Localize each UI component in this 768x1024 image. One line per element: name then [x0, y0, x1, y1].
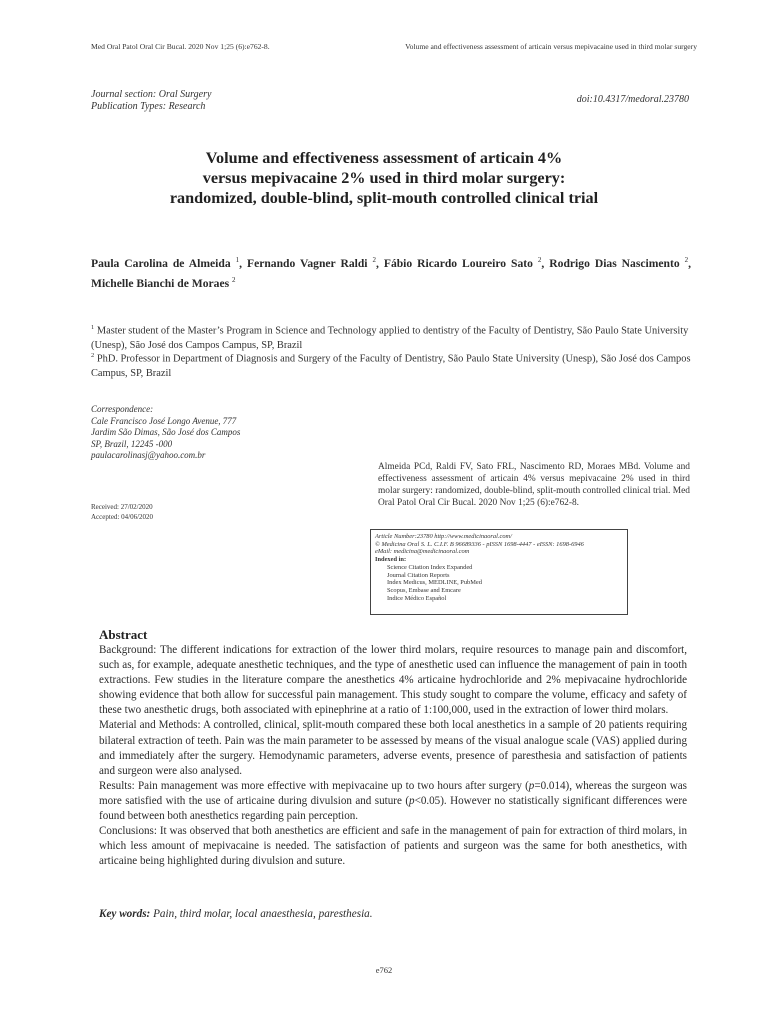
article-title — [60, 148, 708, 208]
correspondence-line: Cale Francisco José Longo Avenue, 777 — [91, 415, 237, 426]
author-name: Fábio Ricardo Loureiro Sato — [383, 256, 533, 270]
p-value-symbol: p — [409, 794, 415, 807]
affiliation-text: PhD. Professor in Department of Diagnosis and Surgery of the Faculty of Dentistry, São Paulo State University (Unesp), São José dos Campos Campus, SP, Brazil — [91, 353, 691, 380]
abstract-results — [99, 779, 687, 824]
title-line-3: randomized, double-blind, split-mouth controlled clinical trial — [169, 189, 599, 207]
author-affiliation-mark: 2 — [372, 256, 376, 264]
results-text: Results: Pain management was more effective with mepivacaine up to two hours after surgery ( — [99, 779, 529, 792]
affiliation-2 — [91, 348, 691, 381]
author-list — [91, 252, 691, 292]
indexed-label: Indexed in: — [375, 556, 407, 564]
abstract-methods: Material and Methods: A controlled, clinical, split-mouth compared these both local anesthetics in a sample of 20 patients requiring bilateral extraction of teeth. Pain was the main parameter to be assessed by means of the visual analogue scale (VAS) applied during and immediately after the surgery. Hemodynamic parameters, adverse events, presence of paresthesia and satisfaction of patients and surgeon were also analysed. — [99, 719, 687, 777]
correspondence-email[interactable]: paulacarolinasj@yahoo.com.br — [91, 450, 206, 461]
author-name: Rodrigo Dias Nascimento — [549, 256, 680, 270]
index-item: Scopus, Embase and Emcare — [387, 586, 461, 594]
email-line: eMail: medicina@medicinaoral.com — [375, 548, 470, 556]
publication-type: Publication Types: Research — [91, 101, 206, 112]
author-separator: , — [541, 256, 550, 270]
author-affiliation-mark: 2 — [537, 256, 542, 264]
results-text: =0.014), whereas the surgeon was more satisfied with the use of articaine during divulsion and suture ( — [99, 779, 687, 807]
author-affiliation-mark: 2 — [232, 275, 236, 284]
journal-section: Journal section: Oral Surgery — [91, 89, 212, 100]
index-item: Science Citation Index Expanded — [387, 563, 473, 571]
p-value-symbol: p — [528, 779, 535, 792]
article-dates — [91, 503, 153, 522]
author-separator: , — [375, 256, 384, 270]
keywords — [99, 908, 373, 920]
author-name: Michelle Bianchi de Moraes — [91, 276, 230, 290]
abstract-body — [99, 643, 687, 869]
keywords-label: Key words: — [99, 908, 151, 920]
author-separator: , — [688, 256, 692, 270]
article-info-box — [370, 529, 628, 615]
keywords-text: Pain, third molar, local anaesthesia, paresthesia. — [150, 908, 373, 920]
abstract-background: Background: The different indications for extraction of the lower third molars, require resources to manage pain and discomfort, such as, for example, adequate anesthetic techniques, and the type of anesthetic used can influence the management of pain in tooth extractions. Few studies in the literature compare the anesthetics 4% articaine hydrochloride and 2% mepivacaine hydrochloride showing evidence that both allow for successful pain management. This study sought to compare the volume, efficacy and safety of these two anesthetic drugs, both associated with epinephrine at a ratio of 1:100,000, used in the extraction of lower third molars. — [99, 644, 687, 717]
index-item: Journal Citation Reports — [387, 571, 450, 579]
citation-text: Almeida PCd, Raldi FV, Sato FRL, Nascimento RD, Moraes MBd. Volume and effectiveness assessment of articain 4% versus mepivacaine 2% used in third molar surgery: randomized, double-blind, split-mouth controlled clinical trial. Med Oral Patol Oral Cir Bucal. 2020 Nov 1;25 (6):e762-8. — [378, 462, 690, 508]
correspondence-line: Jardim São Dimas, São José dos Campos — [91, 427, 241, 438]
abstract-conclusions: Conclusions: It was observed that both anesthetics are efficient and safe in the management of pain for extraction of third molars, in which less amount of mepivacaine is needed. The satisfaction of patients and surgeon was the same for both anesthetics, with articaine being highlighted during divulsion and suture. — [99, 825, 687, 868]
correspondence-line: SP, Brazil, 12245 -000 — [91, 438, 173, 449]
copyright-line: © Medicina Oral S. L. C.I.F. B 96689336 - pISSN 1698-4447 - eISSN: 1698-6946 — [375, 540, 584, 548]
correspondence-label: Correspondence: — [91, 404, 154, 414]
affiliation-number: 2 — [91, 352, 95, 359]
accepted-date: Accepted: 04/06/2020 — [91, 512, 154, 521]
doi: doi:10.4317/medoral.23780 — [576, 94, 689, 105]
running-header-right: Volume and effectiveness assessment of articain versus mepivacaine used in third molar surgery — [405, 42, 697, 51]
correspondence — [91, 404, 240, 462]
affiliation-number: 1 — [91, 324, 95, 331]
title-line-2: versus mepivacaine 2% used in third molar surgery: — [202, 169, 566, 187]
author-name: Paula Carolina de Almeida — [91, 256, 231, 270]
page-number: e762 — [375, 965, 393, 975]
index-item: Indice Médico Español — [387, 594, 447, 602]
author-name: Fernando Vagner Raldi — [246, 256, 368, 270]
author-affiliation-mark: 1 — [235, 256, 240, 264]
running-header-left: Med Oral Patol Oral Cir Bucal. 2020 Nov 1;25 (6):e762-8. — [91, 42, 270, 51]
affiliation-text: Master student of the Master’s Program in Science and Technology applied to dentistry of the Faculty of Dentistry, São Paulo State University (Unesp), São José dos Campos Campus, SP, Brazil — [91, 325, 689, 352]
author-separator: , — [239, 256, 247, 270]
abstract-heading: Abstract — [99, 627, 148, 642]
author-affiliation-mark: 2 — [684, 256, 689, 264]
results-text: <0.05). However no statistically significant differences were found between both anesthetics regarding pain perception. — [99, 794, 687, 823]
journal-meta — [91, 89, 211, 113]
title-line-1: Volume and effectiveness assessment of articain 4% — [205, 149, 563, 167]
article-number-line: Article Number:23780 http://www.medicinaoral.com/ — [375, 533, 512, 540]
index-item: Index Medicus, MEDLINE, PubMed — [387, 579, 482, 587]
received-date: Received: 27/02/2020 — [91, 503, 153, 511]
